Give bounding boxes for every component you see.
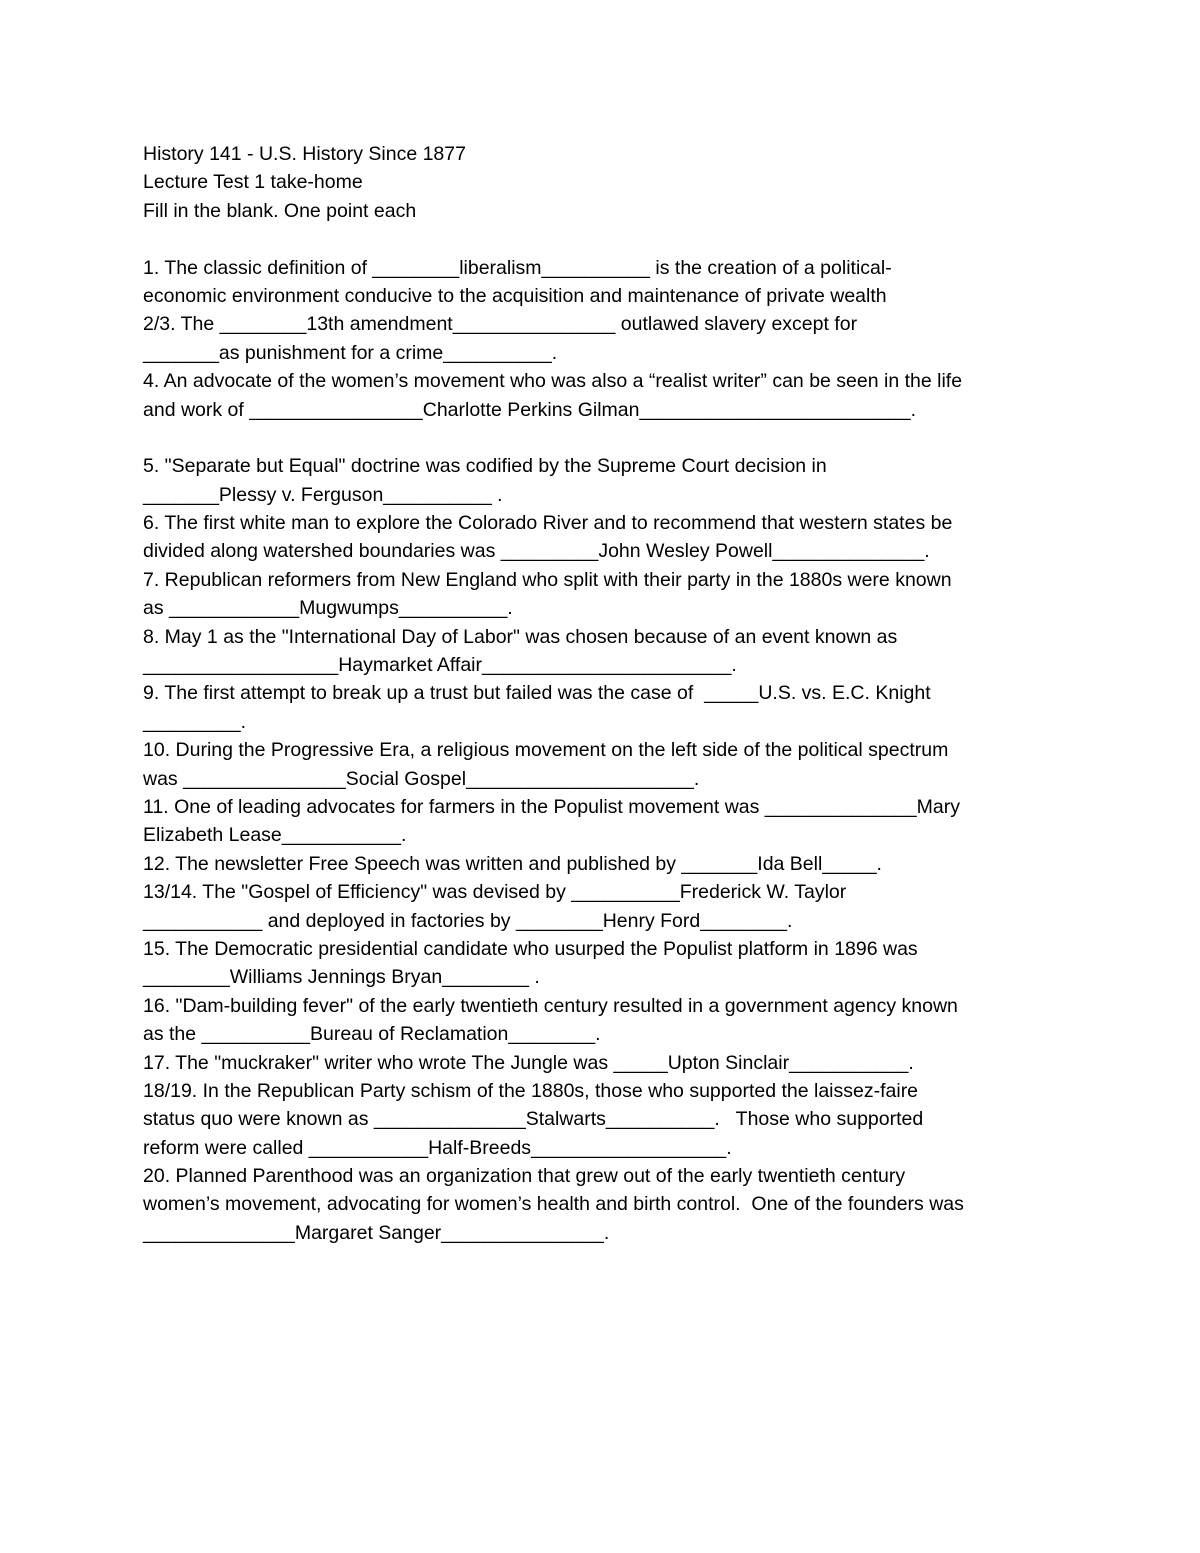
question-20-line-3: ______________Margaret Sanger_______________. bbox=[143, 1221, 610, 1244]
question-20-line-2: women’s movement, advocating for women’s health and birth control. One of the founders was bbox=[143, 1193, 964, 1216]
question-7-line-1: 7. Republican reformers from New England who split with their party in the 1880s were known bbox=[143, 568, 952, 591]
question-1-line-2: economic environment conducive to the acquisition and maintenance of private wealth bbox=[143, 284, 887, 307]
question-8-line-2: __________________Haymarket Affair_______________________. bbox=[143, 654, 737, 677]
question-10-line-2: was _______________Social Gospel_____________________. bbox=[143, 767, 700, 790]
question-18-19-line-3: reform were called ___________Half-Breeds__________________. bbox=[143, 1136, 732, 1159]
question-6-line-2: divided along watershed boundaries was _________John Wesley Powell______________. bbox=[143, 540, 930, 563]
spacer bbox=[143, 225, 1063, 253]
question-5-line-2: _______Plessy v. Ferguson__________ . bbox=[143, 483, 503, 506]
question-10-line-1: 10. During the Progressive Era, a religious movement on the left side of the political spectrum bbox=[143, 739, 949, 762]
question-4-line-2: and work of ________________Charlotte Perkins Gilman_________________________. bbox=[143, 398, 917, 421]
question-20-line-1: 20. Planned Parenthood was an organization that grew out of the early twentieth century bbox=[143, 1165, 906, 1188]
question-2-3-line-1: 2/3. The ________13th amendment_______________ outlawed slavery except for bbox=[143, 313, 858, 336]
question-18-19-line-1: 18/19. In the Republican Party schism of the 1880s, those who supported the laissez-faire bbox=[143, 1079, 919, 1102]
spacer bbox=[143, 424, 1063, 452]
question-9-line-1: 9. The first attempt to break up a trust but failed was the case of _____U.S. vs. E.C. Knight bbox=[143, 682, 931, 705]
question-5-line-1: 5. "Separate but Equal" doctrine was codified by the Supreme Court decision in bbox=[143, 455, 827, 478]
question-18-19-line-2: status quo were known as ______________Stalwarts__________. Those who supported bbox=[143, 1108, 924, 1131]
instructions: Fill in the blank. One point each bbox=[143, 199, 417, 222]
question-6-line-1: 6. The first white man to explore the Colorado River and to recommend that western states be bbox=[143, 512, 953, 535]
question-13-14-line-1: 13/14. The "Gospel of Efficiency" was devised by __________Frederick W. Taylor bbox=[143, 881, 847, 904]
question-11-line-1: 11. One of leading advocates for farmers in the Populist movement was ______________Mary bbox=[143, 795, 960, 818]
course-title: History 141 - U.S. History Since 1877 bbox=[143, 143, 466, 165]
question-15-line-1: 15. The Democratic presidential candidate who usurped the Populist platform in 1896 was bbox=[143, 937, 918, 960]
question-1-line-1: 1. The classic definition of ________liberalism__________ is the creation of a political- bbox=[143, 256, 892, 279]
question-4-line-1: 4. An advocate of the women’s movement who was also a “realist writer” can be seen in the life bbox=[143, 370, 963, 393]
question-9-line-2: _________. bbox=[143, 710, 247, 733]
question-17: 17. The "muckraker" writer who wrote The Jungle was _____Upton Sinclair___________. bbox=[143, 1051, 914, 1074]
question-12: 12. The newsletter Free Speech was written and published by _______Ida Bell_____. bbox=[143, 852, 882, 875]
question-8-line-1: 8. May 1 as the "International Day of Labor" was chosen because of an event known as bbox=[143, 625, 898, 648]
question-2-3-line-2: _______as punishment for a crime__________. bbox=[143, 341, 558, 364]
document-body bbox=[143, 140, 1063, 1247]
question-7-line-2: as ____________Mugwumps__________. bbox=[143, 597, 513, 620]
test-title: Lecture Test 1 take-home bbox=[143, 171, 363, 194]
question-15-line-2: ________Williams Jennings Bryan________ . bbox=[143, 966, 540, 989]
question-16-line-2: as the __________Bureau of Reclamation________. bbox=[143, 1023, 601, 1046]
question-13-14-line-2: ___________ and deployed in factories by ________Henry Ford________. bbox=[143, 909, 793, 932]
question-11-line-2: Elizabeth Lease___________. bbox=[143, 824, 407, 847]
question-16-line-1: 16. "Dam-building fever" of the early twentieth century resulted in a government agency known bbox=[143, 994, 958, 1017]
